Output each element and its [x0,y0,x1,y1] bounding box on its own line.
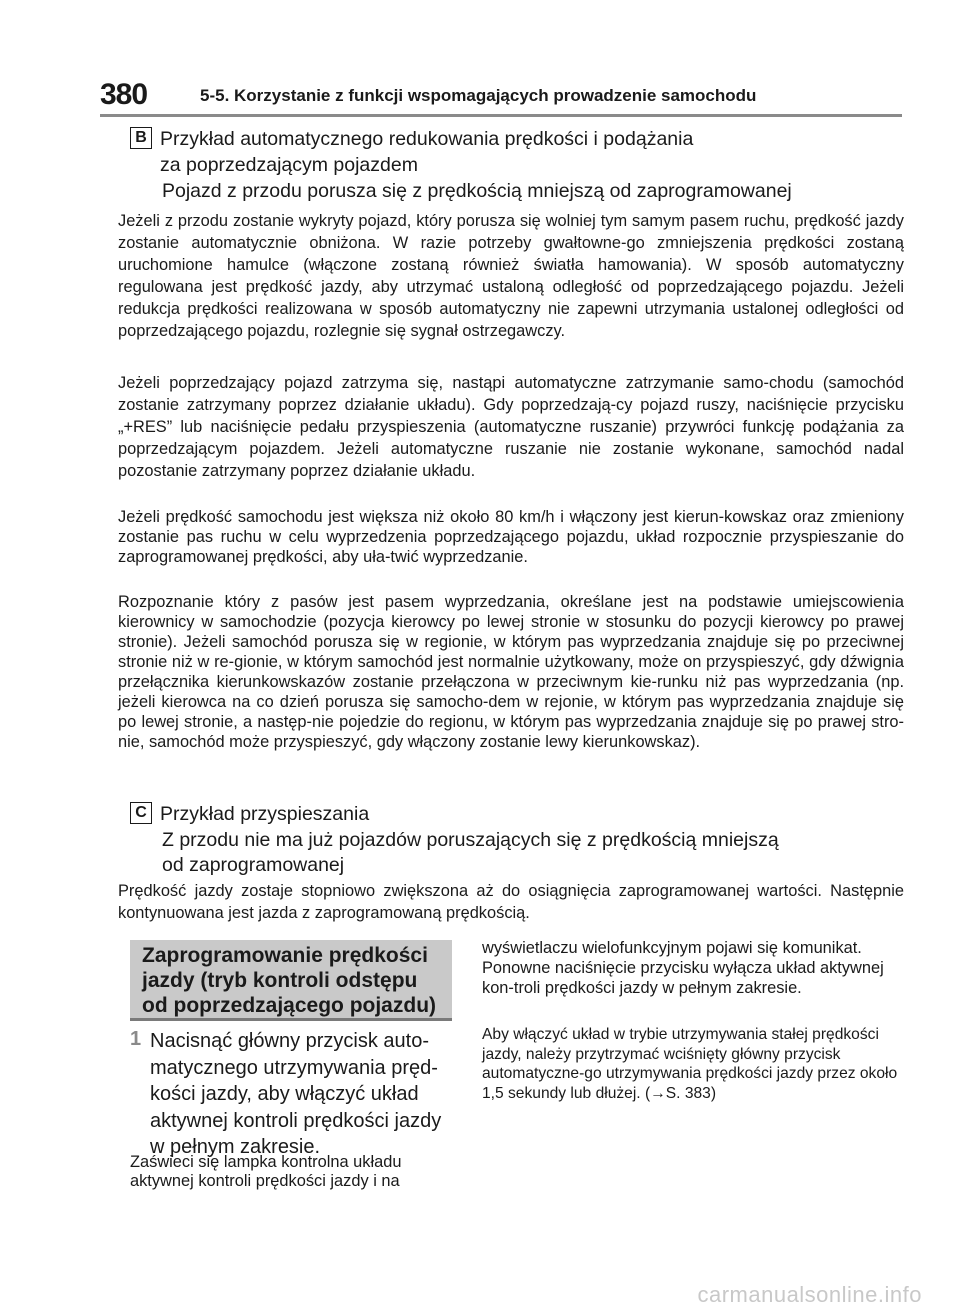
step-note: Zaświeci się lampka kontrolna układu aktywnej kontroli prędkości jazdy i na [130,1153,402,1190]
section-heading-line2: jazdy (tryb kontroli odstępu [142,969,418,992]
paragraph-c: Prędkość jazdy zostaje stopniowo zwiększona aż do osiągnięcia zaprogramowanej wartości. Następnie kontynuowana jest jazda z zaprogramowaną prędkością. [118,882,904,922]
example-b-title-line1: Przykład automatycznego redukowania prędkości i podążania [160,128,694,150]
page-header [100,78,900,118]
example-c-subtitle-line2: od zaprogramowanej [162,854,345,876]
example-c-subtitle-line1: Z przodu nie ma już pojazdów poruszających się z prędkością mniejszą [162,829,779,851]
marker-c: C [130,802,152,824]
section-heading-underline [130,1018,452,1021]
section-title: 5-5. Korzystanie z funkcji wspomagających prowadzenie samochodu [200,86,757,105]
example-c-title: Przykład przyspieszania [160,803,370,825]
paragraph-b1: Jeżeli z przodu zostanie wykryty pojazd, który porusza się wolniej tym samym pasem ruchu, prędkość jazdy zostanie automatycznie obniżona. W razie potrzeby gwałtowne-go zmniejszenia prędkości zostaną uruchomione hamulce (włączone zostaną również światła hamowania). W sposób automatyczny regulowana jest prędkość jazdy, aby utrzymać ustaloną odległość od poprzedzającego pojazdu. Jeżeli redukcja prędkości realizowana w sposób automatyczny nie zapewni utrzymania ustalonej odległości od poprzedzającego pojazdu, rozlegnie się sygnał ostrzegawczy. [118,212,904,340]
paragraph-b4: Rozpoznanie który z pasów jest pasem wyprzedzania, określane jest na podstawie umiejscowienia kierownicy w samochodzie (pozycja kierowcy po lewej stronie w stosunku do pozycji kierowcy po prawej stronie). Jeżeli samochód porusza się w regionie, w którym pas wyprzedzania znajduje się po przeciwnej stronie niż w re-gionie, w którym samochód jest normalnie użytkowany, może on przyspieszyć, gdy dźwignia przełącznika kierunkowskazów zostanie przełączona w przeciwnym kie-runku niż pas wyprzedzania (np. jeżeli kierowca na co dzień porusza się samocho-dem w rejonie, w którym pas wyprzedzania znajduje się po lewej stronie, a następ-nie pojedzie do regionu, w którym pas wyprzedzania znajduje się po prawej stro-nie, samochód może przyspieszyć, gdy włączony zostanie lewy kierunkowskaz). [118,593,904,751]
right-column-para1: wyświetlaczu wielofunkcyjnym pojawi się komunikat. Ponowne naciśnięcie przycisku wyłącza układ aktywnej kon-troli prędkości jazdy w pełnym zakresie. [482,939,884,997]
header-divider [100,114,902,117]
paragraph-b3: Jeżeli prędkość samochodu jest większa niż około 80 km/h i włączony jest kierun-kowskaz oraz zmieniony zostanie pas ruchu w celu wyprzedzenia poprzedzającego pojazdu, układ rozpocznie przyspieszanie do zaprogramowanej prędkości, aby uła-twić wyprzedzanie. [118,508,904,566]
page-number: 380 [100,78,148,111]
step-number: 1 [130,1028,142,1050]
marker-b: B [130,127,152,149]
right-column-para2: Aby włączyć układ w trybie utrzymywania stałej prędkości jazdy, należy przytrzymać wciśnięty główny przycisk automatyczne-go utrzymywania prędkości jazdy przez około 1,5 sekundy lub dłużej. (→S. 383) [482,1026,898,1102]
section-heading-box [130,940,452,1020]
example-b-title-line2: za poprzedzającym pojazdem [160,154,418,176]
section-heading-line3: od poprzedzającego pojazdu) [142,994,437,1017]
section-heading [142,943,436,1018]
section-heading-line1: Zaprogramowanie prędkości [142,944,428,967]
example-b-subtitle: Pojazd z przodu porusza się z prędkością mniejszą od zaprogramowanej [162,180,792,202]
watermark: carmanualsonline.info [697,1282,922,1307]
paragraph-b2: Jeżeli poprzedzający pojazd zatrzyma się, nastąpi automatyczne zatrzymanie samo-chodu (samochód zostanie zatrzymany poprzez działanie układu). Gdy poprzedzają-cy pojazd ruszy, naciśnięcie przycisku „+RES” lub naciśnięcie pedału przyspieszenia (automatyczne ruszanie) przywróci funkcję podążania za poprzedzającym pojazdem. Jeżeli automatyczne ruszanie nie zostanie wykonane, samochód nadal pozostanie zatrzymany poprzez działanie układu. [118,374,904,480]
step-text: Nacisnąć główny przycisk auto-matycznego utrzymywania pręd-kości jazdy, aby włączyć układ aktywnej kontroli prędkości jazdy w pełnym zakresie. [150,1030,442,1158]
